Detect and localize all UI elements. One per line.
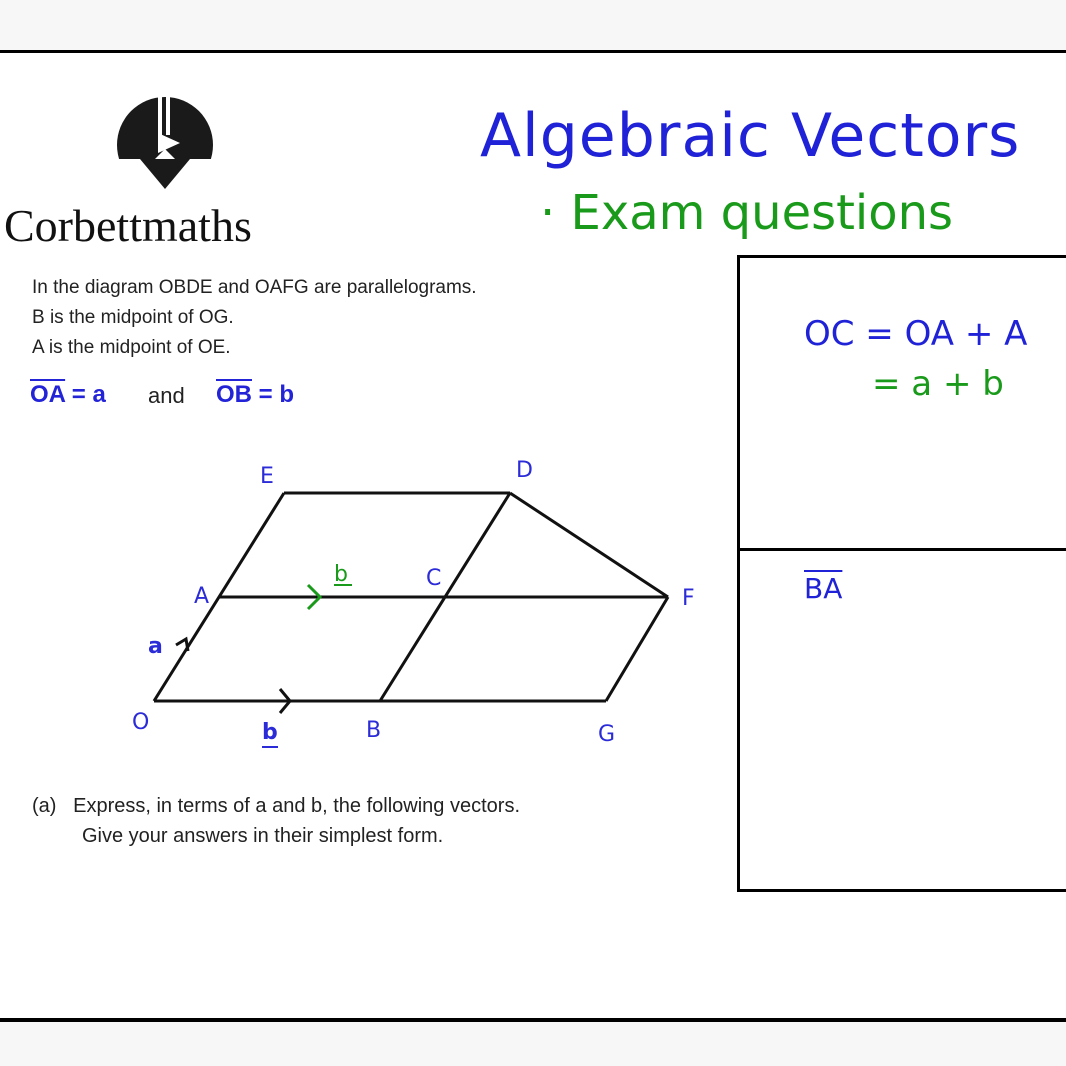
brand-name: Corbettmaths [4, 200, 252, 251]
line-fg [606, 597, 668, 701]
answer-box-2 [737, 548, 1066, 892]
point-f-label: F [682, 586, 695, 611]
page-subtitle: · Exam questions [540, 185, 954, 241]
vector-oa-definition [30, 381, 106, 409]
part-a-label: (a) [32, 795, 57, 817]
parallelogram-diagram [120, 453, 740, 763]
arrow-oa [176, 639, 188, 651]
point-c-label: C [426, 566, 442, 591]
point-d-label: D [516, 458, 533, 483]
point-o-label: O [132, 710, 150, 735]
page-title: Algebraic Vectors [480, 101, 1021, 171]
and-text: and [148, 383, 185, 408]
question-line-1: In the diagram OBDE and OAFG are parallelograms. [32, 277, 477, 298]
vector-b-green-label: b [334, 562, 348, 587]
part-a-line-1 [32, 795, 520, 818]
vector-ob-definition [216, 381, 294, 409]
vector-a-label: a [148, 634, 163, 659]
answer-box-1 [737, 255, 1066, 551]
point-e-label: E [260, 464, 274, 489]
corbettmaths-logo-icon [100, 97, 230, 197]
vector-oa-label: $\overline{OA}$ [30, 381, 66, 408]
question-line-3: A is the midpoint of OE. [32, 337, 231, 358]
question-line-2: B is the midpoint of OG. [32, 307, 234, 328]
point-b-label: B [366, 718, 382, 743]
point-g-label: G [598, 722, 616, 747]
point-a-label: A [194, 584, 210, 609]
answer-line-1: OC = OA + A [804, 314, 1028, 354]
vector-oa-value: = a [65, 381, 106, 408]
vector-ob-value: = b [252, 381, 295, 408]
answer-line-2: = a + b [872, 364, 1004, 404]
part-a-text-1: Express, in terms of a and b, the following vectors. [73, 795, 520, 817]
part-a-text-2: Give your answers in their simplest form. [82, 825, 444, 847]
answer-ba-label: $\overline{BA}$ [804, 572, 843, 605]
vector-b-bottom-label: b [262, 720, 278, 745]
line-df [510, 493, 668, 597]
vector-ob-label: $\overline{OB}$ [216, 381, 252, 408]
slide [0, 50, 1066, 1022]
